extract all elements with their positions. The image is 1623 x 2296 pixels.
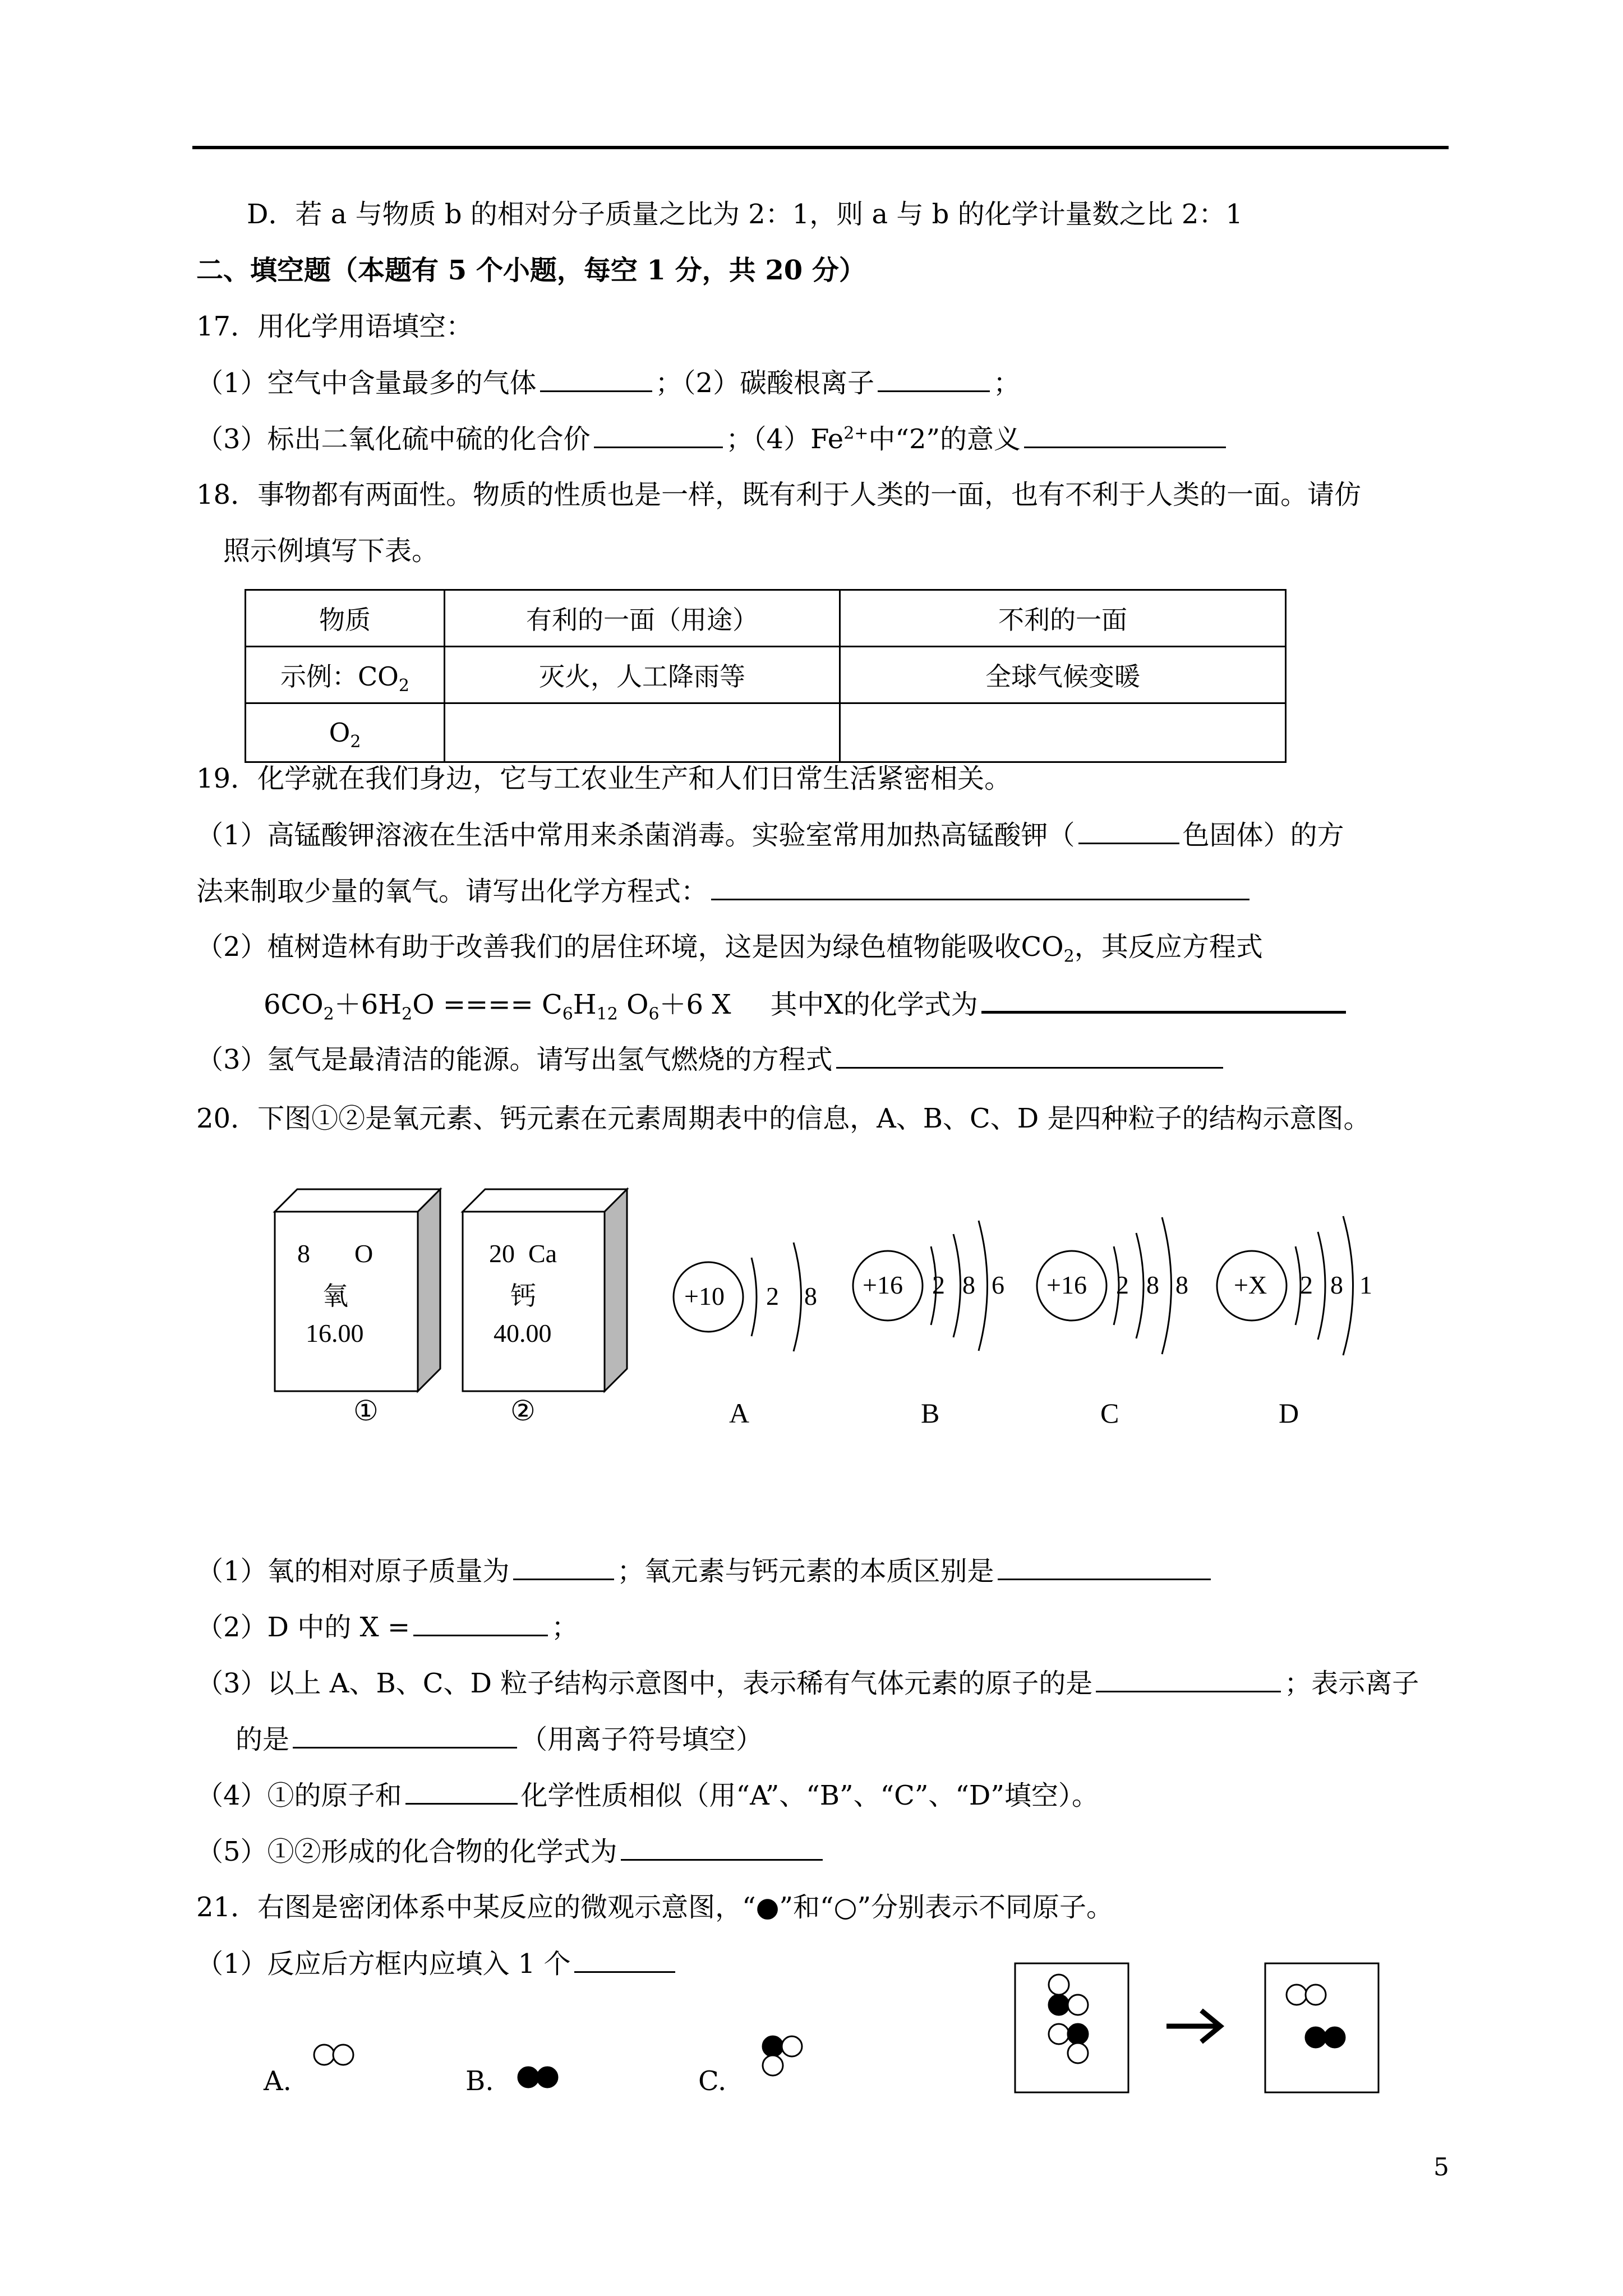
q21-option-c-label: C. <box>698 2065 727 2097</box>
q17-line2: （3）标出二氧化硫中硫的化合价 ；$(4)Fe^{2+}$中“2”的意义 <box>196 422 1229 456</box>
periodic-cell-calcium <box>463 1189 627 1391</box>
q21-reaction-diagram <box>1009 1958 1391 2104</box>
product-box <box>1265 1963 1378 2092</box>
particle-label-d: D <box>1279 1397 1299 1429</box>
answer-blank[interactable] <box>998 1554 1211 1580</box>
particle-b-nucleus: +16 <box>863 1271 903 1299</box>
answer-blank[interactable] <box>413 1610 548 1636</box>
particle-b-shell-2: 8 <box>962 1271 975 1299</box>
option-a-molecule <box>314 2045 353 2065</box>
table-cell: 灭火，人工降雨等 <box>445 647 840 703</box>
answer-blank[interactable] <box>513 1554 614 1580</box>
q19-line1: （1）高锰酸钾溶液在生活中常用来杀菌消毒。实验室常用加热高锰酸钾（ 色固体）的方 <box>196 818 1344 852</box>
particle-a-shell-1: 2 <box>766 1282 779 1310</box>
answer-blank[interactable] <box>540 366 652 392</box>
q19-stem: 19．化学就在我们身边，它与工农业生产和人们日常生活紧密相关。 <box>196 763 1012 794</box>
periodic-cell-oxygen <box>275 1189 440 1391</box>
option-b-molecule <box>518 2067 557 2087</box>
answer-blank[interactable] <box>836 1042 1223 1069</box>
header-rule <box>192 146 1449 149</box>
q20-line4: 的是 （用离子符号填空） <box>236 1722 763 1756</box>
q21-option-b-label: B. <box>465 2065 494 2097</box>
answer-blank[interactable] <box>981 986 1346 1014</box>
answer-blank[interactable] <box>878 366 990 392</box>
table-cell: 全球气候变暖 <box>840 647 1286 703</box>
table-header: 不利的一面 <box>840 590 1286 647</box>
answer-blank[interactable] <box>621 1834 823 1861</box>
reaction-arrow-icon <box>1166 2010 1220 2042</box>
particle-c-nucleus: +16 <box>1046 1271 1087 1299</box>
answer-blank[interactable] <box>594 422 723 448</box>
q20-line1: （1）氧的相对原子质量为 ；氧元素与钙元素的本质区别是 <box>196 1554 1214 1588</box>
oxygen-mass: 16.00 <box>306 1319 364 1347</box>
particle-d-shell-2: 8 <box>1330 1271 1343 1299</box>
particle-d-shell-1: 2 <box>1300 1271 1313 1299</box>
answer-cell[interactable] <box>445 703 840 762</box>
particle-c-shell-2: 8 <box>1146 1271 1159 1299</box>
q21-option-a-label: A. <box>264 2065 292 2097</box>
section-heading: 二、填空题（本题有 5 个小题，每空 1 分，共 20 分） <box>196 255 866 286</box>
answer-blank[interactable] <box>1096 1666 1281 1692</box>
q18-stem-2: 照示例填写下表。 <box>223 535 439 567</box>
answer-blank[interactable] <box>293 1722 517 1749</box>
calcium-name: 钙 <box>510 1281 536 1311</box>
q20-line6: （5）①②形成的化合物的化学式为 <box>196 1834 826 1869</box>
q18-stem-1: 18．事物都有两面性。物质的性质也是一样，既有利于人类的一面，也有不利于人类的一面。请仿 <box>196 479 1362 510</box>
q20-line3: （3）以上 A、B、C、D 粒子结构示意图中，表示稀有气体元素的原子的是 ；表示离子 <box>196 1666 1419 1700</box>
q19-equation: $6CO_2+6H_2O$ ==== $C_6H_{12}$ $O_6+6$ X 其中X的化学式为 <box>264 986 1349 1022</box>
answer-blank[interactable] <box>711 874 1249 900</box>
particle-label-c: C <box>1100 1397 1119 1429</box>
particle-c-shell-3: 8 <box>1175 1271 1188 1299</box>
calcium-mass: 40.00 <box>494 1319 552 1347</box>
oxygen-name: 氧 <box>322 1281 348 1311</box>
q18-table <box>245 589 1287 763</box>
particle-b-shell-3: 6 <box>992 1271 1004 1299</box>
answer-blank[interactable] <box>1024 422 1226 448</box>
oxygen-symbol: O <box>354 1239 374 1268</box>
q16-option-d: D．若 a 与物质 b 的相对分子质量之比为 2：1，则 a 与 b 的化学计量数之比 2：1 <box>247 199 1243 230</box>
option-c-molecule <box>763 2036 802 2076</box>
answer-blank[interactable] <box>574 1947 675 1973</box>
q20-line2: （2）D 中的 X = ； <box>196 1610 578 1644</box>
q20-stem: 20．下图①②是氧元素、钙元素在元素周期表中的信息，A、B、C、D 是四种粒子的结构示意图。 <box>196 1103 1371 1134</box>
oxygen-atomic-number: 8 <box>297 1239 310 1268</box>
particle-label-a: A <box>729 1397 750 1429</box>
answer-blank[interactable] <box>1078 818 1179 844</box>
particle-d-nucleus: +X <box>1234 1271 1267 1299</box>
answer-blank[interactable] <box>405 1778 518 1805</box>
cell-label-2: ② <box>510 1395 536 1427</box>
particle-c-shell-1: 2 <box>1116 1271 1129 1299</box>
q20-line5: （4）①的原子和 化学性质相似（用“A”、“B”、“C”、“D”填空）。 <box>196 1778 1099 1812</box>
particle-d-shell-3: 1 <box>1359 1271 1372 1299</box>
page-number: 5 <box>1433 2153 1449 2182</box>
calcium-atomic-number: 20 <box>489 1239 515 1268</box>
table-cell: 示例：$CO_2$ <box>246 647 445 703</box>
particle-b-shell-1: 2 <box>932 1271 945 1299</box>
q17-line1: （1）空气中含量最多的气体 ；（2）碳酸根离子 ； <box>196 366 1020 400</box>
q21-stem: 21．右图是密闭体系中某反应的微观示意图，“●”和“○”分别表示不同原子。 <box>196 1892 1114 1923</box>
table-header: 有利的一面（用途） <box>445 590 840 647</box>
particle-diagrams <box>662 1167 1402 1391</box>
answer-cell[interactable] <box>840 703 1286 762</box>
cell-label-1: ① <box>353 1395 379 1427</box>
q21-line1: （1）反应后方框内应填入 1 个 <box>196 1947 679 1981</box>
q21-option-molecules <box>303 2019 819 2098</box>
q19-line3: （2）植树造林有助于改善我们的居住环境，这是因为绿色植物能吸收$CO_2$，其反应方程式 <box>196 931 1263 967</box>
particle-a-shell-2: 8 <box>804 1282 817 1310</box>
calcium-symbol: Ca <box>528 1239 557 1268</box>
q19-line5: （3）氢气是最清洁的能源。请写出氢气燃烧的方程式 <box>196 1042 1227 1076</box>
table-header: 物质 <box>246 590 445 647</box>
particle-label-b: B <box>921 1397 940 1429</box>
q19-line2: 法来制取少量的氧气。请写出化学方程式： <box>196 874 1253 908</box>
table-cell: $O_2$ <box>246 703 445 762</box>
particle-a-nucleus: +10 <box>684 1282 725 1310</box>
q17-stem: 17．用化学用语填空： <box>196 311 473 342</box>
